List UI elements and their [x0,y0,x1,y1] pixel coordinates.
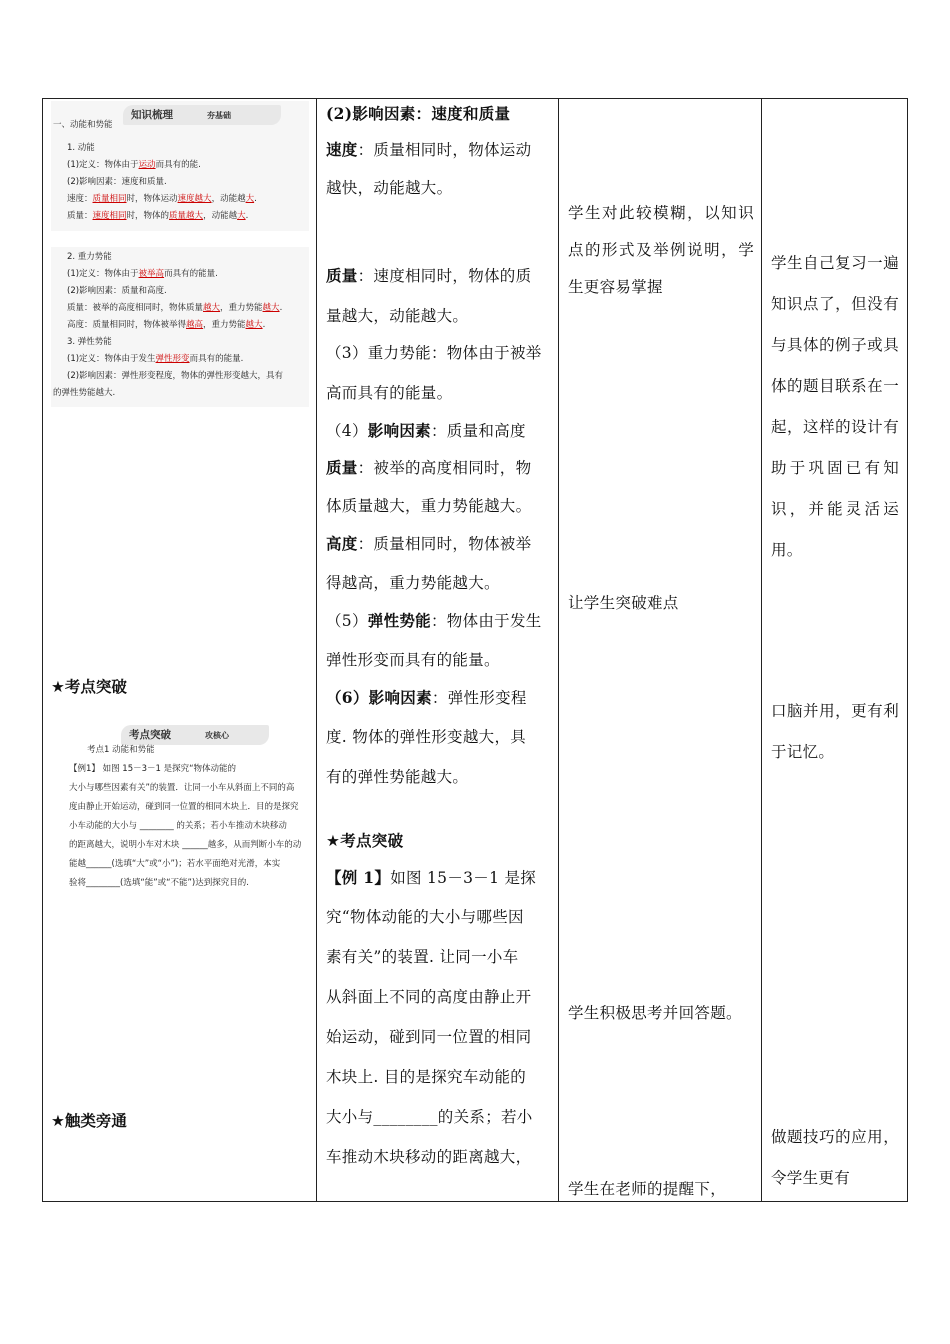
example-line: 【例 1】如图 15－3－1 是探 [326,868,537,887]
example-line: 素有关”的装置. 让同一小车 [326,948,519,966]
example-line: 大小与________的关系；若小 [326,1108,533,1126]
content-line: (2)影响因素：速度和质量 [326,104,511,123]
column-design-intent [763,99,907,1201]
content-line: （6）影响因素：弹性形变程 [326,688,527,707]
knowledge-thumbnail-2: 2. 重力势能 (1)定义：物体由于被举高而具有的能量. (2)影响因素：质量和高度. 质量：被举的高度相同时，物体质量越大，重力势能越大. 高度：质量相同时，物体被举得越高，重力势能越大. 3. 弹性势能 (1)定义：物体由于发生弹性形变而具有的能量. (2)影响因素：弹性形变程度，物体的弹性形变越大，具有 的弹性势能越大. [51,247,309,407]
section-heading-key-points: ★考点突破 [326,832,404,850]
design-note: 做题技巧的应用，令学生更有 [771,1128,899,1187]
content-line: 质量：被举的高度相同时，物 [326,458,532,477]
content-line: 量越大，动能越大。 [326,307,469,325]
example-line: 从斜面上不同的高度由静止开 [326,988,532,1006]
column-content [318,99,559,1201]
content-line: 有的弹性势能越大。 [326,768,469,786]
activity-note: 让学生突破难点 [568,594,679,612]
column-materials [43,99,317,1201]
example-line: 木块上. 目的是探究车动能的 [326,1068,527,1086]
knowledge-thumbnail-1: 知识梳理 夯基础 一、动能和势能 1. 动能 (1)定义：物体由于运动而具有的能. (2)影响因素：速度和质量. 速度：质量相同时，物体运动速度越大，动能越大. 质量：速度相同时，物体的质量越大，动能越大. [51,101,309,231]
knowledge-banner: 知识梳理 夯基础 [123,105,281,125]
content-line: 度. 物体的弹性形变越大，具 [326,728,527,746]
content-line: 越快，动能越大。 [326,179,453,197]
section-heading-extension: ★触类旁通 [51,1112,127,1130]
content-line: （5）弹性势能：物体由于发生 [326,611,542,630]
content-line: （3）重力势能：物体由于被举 [326,344,542,362]
content-line: 得越高，重力势能越大。 [326,574,500,592]
example-line: 究“物体动能的大小与哪些因 [326,908,524,926]
activity-note: 学生积极思考并回答题。 [568,1004,742,1022]
content-line: 体质量越大，重力势能越大。 [326,497,532,515]
activity-note: 学生在老师的提醒下， [568,1180,727,1198]
column-student-activity [560,99,762,1201]
key-points-banner: 考点突破 攻核心 [121,725,269,745]
thumb-heading: 一、动能和势能 [53,120,113,130]
content-line: 高度：质量相同时，物体被举 [326,534,532,553]
content-line: （4）影响因素：质量和高度 [326,421,526,440]
example-line: 车推动木块移动的距离越大， [326,1148,532,1166]
content-line: 质量：速度相同时，物体的质 [326,266,532,285]
content-line: 速度：质量相同时，物体运动 [326,140,532,159]
example-line: 始运动，碰到同一位置的相同 [326,1028,532,1046]
content-line: 高而具有的能量。 [326,384,453,402]
design-note: 学生自己复习一遍知识点了，但没有与具体的例子或具体的题目联系在一起，这样的设计有助于巩固已有知识，并能灵活运用。 [771,254,899,559]
design-note: 口脑并用，更有利于记忆。 [771,702,899,761]
section-heading-key-points: ★考点突破 [51,678,127,696]
lesson-table [42,98,908,1202]
content-line: 弹性形变而具有的能量。 [326,651,500,669]
activity-note: 学生对此较模糊，以知识点的形式及举例说明，学生更容易掌握 [568,204,754,296]
example-thumbnail: 考点突破 攻核心 考点1 动能和势能 【例1】 如图 15－3－1 是探究“物体动能的 大小与哪些因素有关”的装置．让同一小车从斜面上不同的高 度由静止开始运动，碰到同一位置的相同木块上．目的是探究 小车动能的大小与 ________ 的关系；若小车推动木块移动 的距离越大，说明小车对木块 ______越多，从而判断小车的动 能越______(选填“大”或“小”)；若水平面绝对光滑，本实 验将________(选填“能”或“不能”)达到探究目的. [61,719,307,889]
